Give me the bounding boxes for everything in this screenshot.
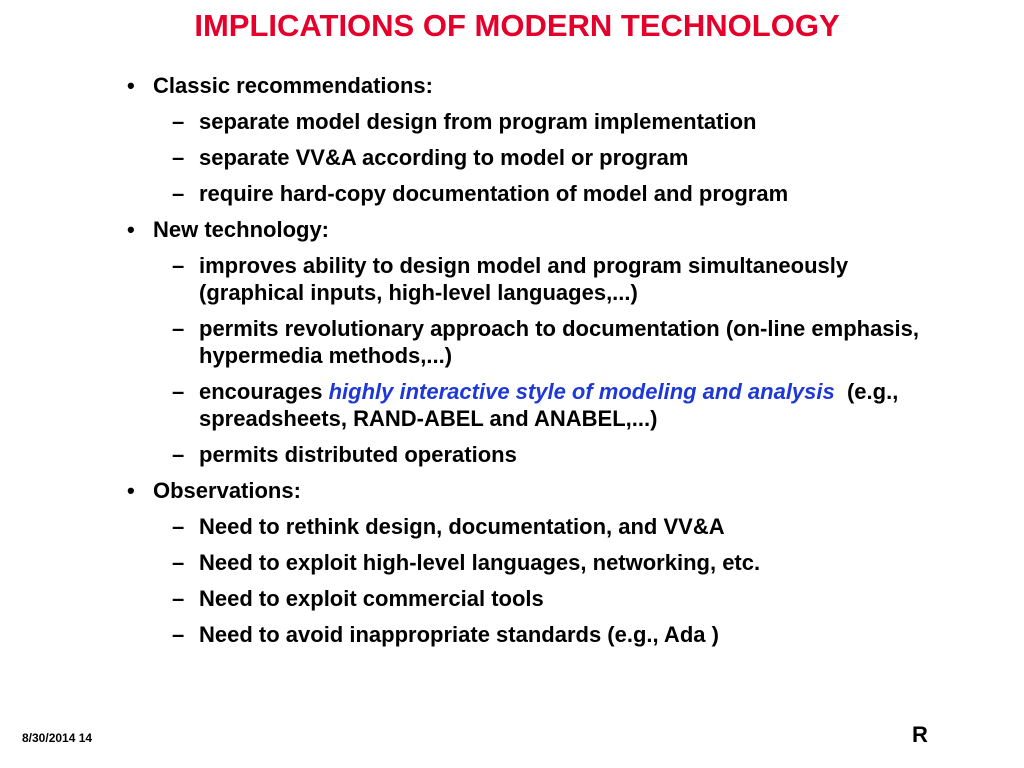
highlight-text: highly interactive style of modeling and analysis — [328, 379, 835, 404]
item-text: separate model design from program implementation — [199, 109, 757, 134]
list-item — [124, 252, 924, 306]
footer-date: 8/30/2014 14 — [22, 731, 93, 745]
dash-marker: – — [172, 550, 185, 575]
footer-mark: R — [912, 722, 928, 747]
section-heading-observations — [124, 477, 924, 504]
dash-marker: – — [172, 622, 185, 647]
item-text: require hard-copy documentation of model and program — [199, 181, 789, 206]
list-item — [124, 585, 924, 612]
list-item — [124, 180, 924, 207]
bullet-marker: • — [127, 217, 135, 242]
item-prefix: encourages — [199, 379, 329, 404]
dash-marker: – — [172, 379, 185, 404]
dash-marker: – — [172, 109, 185, 134]
item-text: Need to avoid inappropriate standards (e.g., Ada ) — [199, 622, 719, 647]
list-item — [124, 441, 924, 468]
section-heading-new-technology — [124, 216, 924, 243]
item-text: Need to rethink design, documentation, and VV&A — [199, 514, 725, 539]
dash-marker: – — [172, 442, 185, 467]
list-item — [124, 621, 924, 648]
heading-text: New technology: — [153, 217, 330, 242]
list-item — [124, 108, 924, 135]
item-text: improves ability to design model and program simultaneously (graphical inputs, high-level languages,...) — [199, 253, 849, 305]
bullet-list — [124, 72, 924, 657]
bullet-marker: • — [127, 478, 135, 503]
slide-title: IMPLICATIONS OF MODERN TECHNOLOGY — [194, 8, 840, 43]
item-text: separate VV&A according to model or program — [199, 145, 689, 170]
heading-text: Observations: — [153, 478, 301, 503]
heading-text: Classic recommendations: — [153, 73, 433, 98]
item-suffix: (e.g., spreadsheets, RAND-ABEL and ANABEL,...) — [199, 379, 905, 431]
item-text: Need to exploit high-level languages, networking, etc. — [199, 550, 761, 575]
section-heading-classic — [124, 72, 924, 99]
list-item — [124, 549, 924, 576]
dash-marker: – — [172, 145, 185, 170]
item-text: permits distributed operations — [199, 442, 517, 467]
dash-marker: – — [172, 253, 185, 278]
list-item — [124, 144, 924, 171]
dash-marker: – — [172, 514, 185, 539]
dash-marker: – — [172, 181, 185, 206]
list-item — [124, 513, 924, 540]
list-item — [124, 315, 924, 369]
dash-marker: – — [172, 316, 185, 341]
bullet-marker: • — [127, 73, 135, 98]
item-text: Need to exploit commercial tools — [199, 586, 544, 611]
dash-marker: – — [172, 586, 185, 611]
list-item-encourages — [124, 378, 924, 432]
item-text: permits revolutionary approach to documentation (on-line emphasis, hypermedia methods,...) — [199, 316, 919, 368]
